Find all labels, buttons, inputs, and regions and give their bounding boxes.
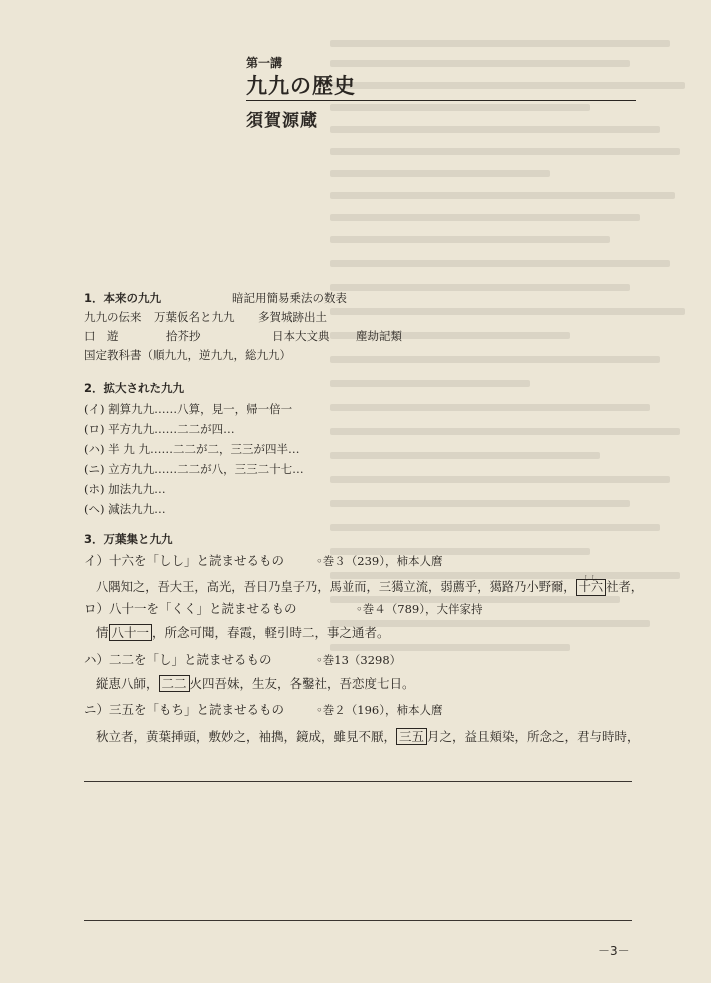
manyoshu-entry-reference: ◦巻４（789），大伴家持: [356, 602, 483, 616]
manyoshu-verse: [96, 623, 390, 641]
section-3-heading: 3．万葉集と九九: [84, 532, 173, 546]
section-1-item: 多賀城跡出土: [258, 310, 327, 324]
section-2-item: (ニ) 立方九九……二二が八，三三二十七…: [84, 462, 304, 476]
verse-text: 火四吾妹，生友，各鑿社，吾恋度七日。: [189, 676, 415, 691]
section-1-heading: 1．本来の九九: [84, 291, 162, 305]
page-title: 九九の歴史: [246, 74, 356, 98]
section-1-item: 九九の伝来: [84, 310, 142, 324]
section-1-item: 塵劫記類: [356, 329, 402, 343]
verse-text: 八隅知之，吾大王，高光，吾日乃皇子乃，馬並而，三獦立流，弱薦乎，獦路乃小野爾，: [96, 580, 576, 594]
bleed-through-texture: [330, 30, 700, 670]
section-2-item: (ハ) 半 九 九……二二が二，三三が四半…: [84, 442, 300, 456]
boxed-numeral: 八十一: [109, 624, 153, 641]
section-1-item: 拾芥抄: [166, 329, 201, 343]
manyoshu-entry-reference: ◦巻２（196），柿本人麿: [316, 703, 443, 717]
manyoshu-verse: [96, 577, 643, 596]
manyoshu-entry-heading: ロ）八十一を「くく」と読ませるもの: [84, 601, 297, 616]
manyoshu-entry-reference: ◦巻13（3298）: [316, 653, 402, 667]
verse-text: 月之，益且頬染，所念之，君与時時，: [427, 729, 640, 744]
title-divider: [246, 100, 636, 101]
verse-text: ，所念可聞，春霞，軽引時二，事之通者。: [152, 625, 390, 640]
manyoshu-entry-heading: ハ）二二を「し」と読ませるもの: [84, 652, 272, 667]
verse-text: 秋立者，黄葉挿頭，敷妙之，袖擕，鏡成，雖見不厭，: [96, 729, 397, 744]
section-2-item: (ヘ) 減法九九…: [84, 502, 166, 516]
section-1-item: 口 遊: [84, 329, 119, 343]
section-1-item: 国定教科書（順九九，逆九九，総九九）: [84, 348, 291, 362]
verse-text: 社者，: [606, 580, 644, 594]
author-name: 須賀源蔵: [246, 111, 318, 131]
section-2-item: (イ) 割算九九……八算，見一，帰一倍一: [84, 402, 293, 416]
boxed-numeral: 二二: [159, 675, 190, 692]
ruby-reading: しし: [583, 575, 598, 582]
section-1-item: 万葉仮名と九九: [154, 310, 235, 324]
manyoshu-entry-heading: ニ）三五を「もち」と読ませるもの: [84, 702, 285, 717]
section-2-item: (ロ) 平方九九……二二が四…: [84, 422, 235, 436]
section-2-item: (ホ) 加法九九…: [84, 482, 166, 496]
section-2-heading: 2．拡大された九九: [84, 381, 185, 395]
boxed-numeral-text: 十六: [578, 580, 604, 594]
section-1-item: 日本大文典: [272, 329, 330, 343]
manyoshu-entry-reference: ◦巻３（239），柿本人麿: [316, 554, 443, 568]
verse-text: 情: [96, 625, 109, 640]
section-1-item: 暗記用簡易乗法の数表: [232, 291, 347, 305]
verse-text: 縦恵八師，: [96, 676, 159, 691]
page-number: －3－: [598, 944, 630, 958]
lecture-number: 第一講: [246, 56, 283, 70]
footer-rule: [84, 920, 632, 921]
manyoshu-entry-heading: イ）十六を「しし」と読ませるもの: [84, 553, 285, 568]
footnote-rule: [84, 781, 632, 782]
boxed-numeral: [576, 575, 607, 596]
manyoshu-verse: [96, 727, 640, 745]
boxed-numeral: 三五: [396, 728, 427, 745]
manyoshu-verse: [96, 674, 415, 692]
